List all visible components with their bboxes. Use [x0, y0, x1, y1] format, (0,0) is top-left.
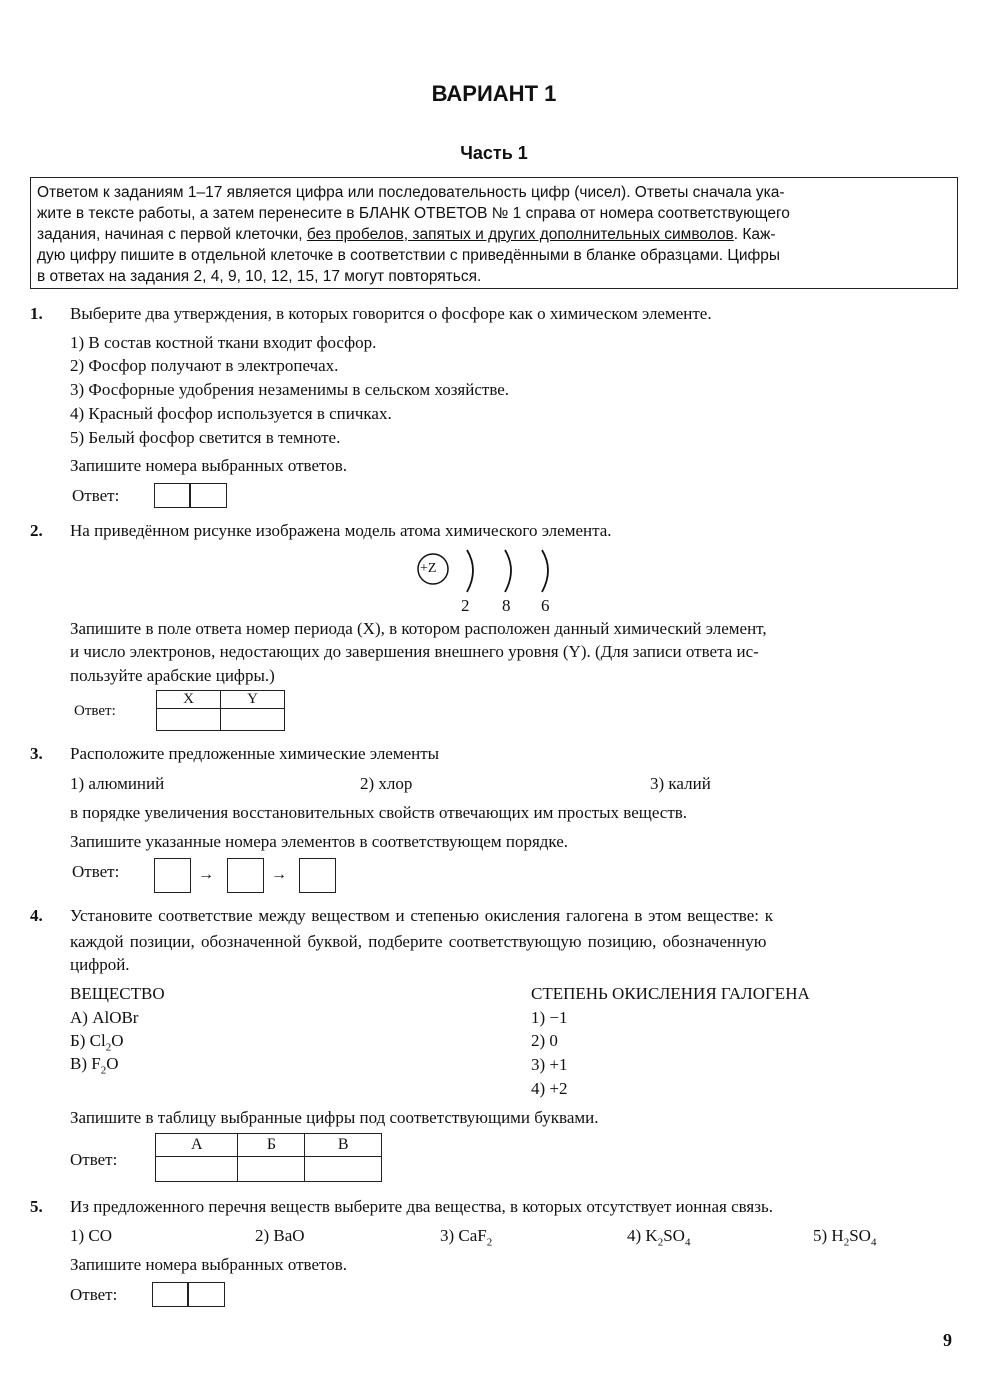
instruction: Запишите номера выбранных ответов. [70, 456, 347, 475]
arrow-icon: → [198, 866, 214, 883]
text: Б) Cl [70, 1031, 106, 1050]
atom-model [415, 548, 565, 618]
instructions-box [30, 177, 958, 289]
instructions-line: в ответах на задания 2, 4, 9, 10, 12, 15, 17 могут повторяться. [37, 268, 482, 285]
text: 5) H [813, 1226, 844, 1245]
option: 3) Фосфорные удобрения незаменимы в сельском хозяйстве. [70, 380, 510, 399]
question-text: пользуйте арабские цифры.) [70, 666, 275, 685]
answer-cell[interactable] [156, 1157, 238, 1182]
subscript: 4 [870, 1236, 877, 1249]
subscript: 2 [843, 1236, 850, 1249]
text: SO [849, 1226, 871, 1245]
instruction: Запишите номера выбранных ответов. [70, 1255, 347, 1274]
question-text: Из предложенного перечня веществ выберите два вещества, в которых отсутствует ионная связь. [70, 1197, 773, 1216]
answer-cell[interactable] [152, 1282, 189, 1307]
text: O [111, 1031, 124, 1050]
column-header: ВЕЩЕСТВО [70, 984, 165, 1003]
answer-cell[interactable] [154, 483, 191, 508]
question-number: 5. [30, 1197, 43, 1216]
subscript: 2 [100, 1064, 107, 1077]
answer-cell[interactable] [154, 858, 191, 893]
answer-cell[interactable] [189, 483, 227, 508]
answer-cell[interactable] [227, 858, 264, 893]
underlined-text: без пробелов, запятых и других дополнительных символов [306, 226, 734, 243]
question-number: 1. [30, 304, 43, 323]
oxidation-state: 4) +2 [531, 1079, 568, 1098]
answer-label: Ответ: [70, 1150, 118, 1169]
question-text: Выберите два утверждения, в которых говорится о фосфоре как о химическом элементе. [70, 304, 712, 323]
text: SO [663, 1226, 685, 1245]
question-number: 3. [30, 744, 43, 763]
column-header: СТЕПЕНЬ ОКИСЛЕНИЯ ГАЛОГЕНА [531, 984, 810, 1003]
subscript: 4 [684, 1236, 691, 1249]
subscript: 2 [486, 1236, 493, 1249]
question-text: цифрой. [70, 955, 130, 974]
option: 2) BaO [255, 1226, 305, 1245]
shell-count: 6 [541, 596, 550, 615]
answer-cell[interactable] [299, 858, 336, 893]
option: 3) калий [650, 774, 711, 793]
answer-cell[interactable] [221, 709, 285, 731]
option: 2) Фосфор получают в электропечах. [70, 356, 339, 375]
nucleus-label: +Z [420, 561, 437, 576]
text: В) F [70, 1054, 101, 1073]
column-header: Y [221, 691, 285, 709]
substance: А) AlOBr [70, 1008, 139, 1027]
column-header: А [156, 1134, 238, 1157]
option: 1) CO [70, 1226, 113, 1245]
question-text: Расположите предложенные химические элементы [70, 744, 440, 763]
subscript: 2 [657, 1236, 664, 1249]
column-header: Б [238, 1134, 305, 1157]
question-text: Запишите в поле ответа номер периода (X), в котором расположен данный химический элемент, [70, 619, 767, 638]
instructions-line [37, 224, 776, 245]
variant-title: ВАРИАНТ 1 [431, 81, 557, 106]
column-header: X [157, 691, 221, 709]
atom-shells-icon [415, 548, 565, 598]
oxidation-state: 3) +1 [531, 1055, 568, 1074]
oxidation-state: 2) 0 [531, 1031, 558, 1050]
text: 4) K [627, 1226, 658, 1245]
option: 1) В состав костной ткани входит фосфор. [70, 333, 377, 352]
answer-label: Ответ: [70, 1285, 118, 1304]
question-text: Установите соответствие между веществом и степенью окисления галогена в этом веществе: к [70, 906, 773, 925]
option [627, 1226, 690, 1252]
subscript: 2 [105, 1041, 112, 1054]
question-text: На приведённом рисунке изображена модель атома химического элемента. [70, 521, 612, 540]
option: 1) алюминий [70, 774, 165, 793]
instruction: Запишите указанные номера элементов в соответствующем порядке. [70, 832, 569, 851]
column-header: В [305, 1134, 382, 1157]
answer-table [156, 690, 285, 731]
answer-cell[interactable] [187, 1282, 225, 1307]
text: 3) CaF [440, 1226, 487, 1245]
instructions-line: Ответом к заданиям 1–17 является цифра или последовательность цифр (чисел). Ответы сначала ука- [37, 184, 785, 201]
answer-label: Ответ: [72, 486, 120, 505]
option [440, 1226, 492, 1252]
answer-cell[interactable] [238, 1157, 305, 1182]
option: 5) Белый фосфор светится в темноте. [70, 428, 341, 447]
substance [70, 1054, 119, 1080]
text: . Каж- [733, 226, 776, 243]
text: O [106, 1054, 119, 1073]
answer-label: Ответ: [74, 703, 116, 719]
question-number: 2. [30, 521, 43, 540]
answer-label: Ответ: [72, 862, 120, 881]
instructions-line: жите в тексте работы, а затем перенесите в БЛАНК ОТВЕТОВ № 1 справа от номера соответствующего [37, 205, 790, 222]
answer-table [155, 1133, 382, 1182]
shell-count: 2 [461, 596, 470, 615]
arrow-icon: → [271, 866, 287, 883]
question-text: каждой позиции, обозначенной буквой, подберите соответствующую позицию, обозначенную [70, 932, 767, 951]
page-number: 9 [943, 1330, 952, 1350]
question-text: и число электронов, недостающих до завершения внешнего уровня (Y). (Для записи ответа ис- [70, 642, 759, 661]
text: задания, начиная с первой клеточки, [37, 226, 307, 243]
option: 4) Красный фосфор используется в спичках. [70, 404, 392, 423]
instruction: Запишите в таблицу выбранные цифры под соответствующими буквами. [70, 1108, 599, 1127]
question-number: 4. [30, 906, 43, 925]
answer-cell[interactable] [305, 1157, 382, 1182]
answer-cell[interactable] [157, 709, 221, 731]
option [813, 1226, 876, 1252]
option: 2) хлор [360, 774, 413, 793]
question-text: в порядке увеличения восстановительных свойств отвечающих им простых веществ. [70, 803, 688, 822]
shell-count: 8 [502, 596, 511, 615]
oxidation-state: 1) −1 [531, 1008, 568, 1027]
instructions-line: дую цифру пишите в отдельной клеточке в соответствии с приведёнными в бланке образцами. Цифры [37, 247, 781, 264]
part-title: Часть 1 [460, 143, 528, 163]
